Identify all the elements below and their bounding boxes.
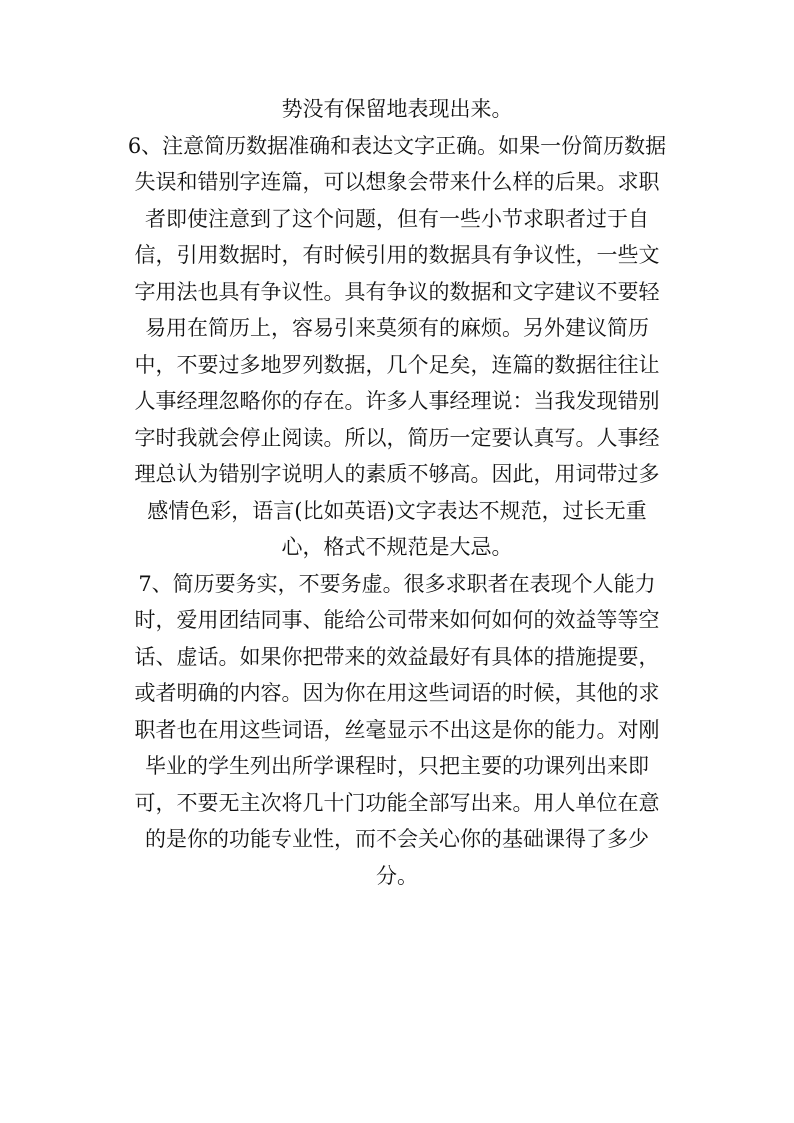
text-line: 势没有保留地表现出来。: [281, 97, 513, 121]
text-line: 易用在简历上，容易引来莫须有的麻烦。另外建议简历: [145, 316, 649, 340]
text-line: 7、简历要务实，不要务虚。很多求职者在表现个人能力: [138, 571, 656, 596]
text-line: 人事经理忽略你的存在。许多人事经理说：当我发现错别: [134, 389, 660, 413]
text-line: 话、虚话。如果你把带来的效益最好有具体的措施提要，: [134, 644, 660, 669]
text-line: 6、注意简历数据准确和表达文字正确。如果一份简历数据: [127, 133, 667, 158]
text-line: 理总认为错别字说明人的素质不够高。因此，用词带过多: [134, 462, 660, 486]
text-line: 分。: [376, 863, 418, 888]
text-line: 可，不要无主次将几十门功能全部写出来。用人单位在意: [134, 790, 660, 815]
text-line: 心，格式不规范是大忌。: [281, 535, 513, 559]
text-line: 职者也在用这些词语，丝毫显示不出这是你的能力。对刚: [134, 717, 660, 742]
text-line: 中，不要过多地罗列数据，几个足矣，连篇的数据往往让: [134, 352, 660, 377]
text-line: 感情色彩，语言(比如英语)文字表达不规范，过长无重: [147, 498, 647, 523]
text-line: 毕业的学生列出所学课程时，只把主要的功课列出来即: [145, 754, 649, 778]
text-line: 时，爱用团结同事、能给公司带来如何如何的效益等等空: [134, 608, 660, 632]
text-line: 字用法也具有争议性。具有争议的数据和文字建议不要轻: [134, 279, 660, 304]
text-line: 者即使注意到了这个问题，但有一些小节求职者过于自: [145, 206, 649, 231]
body-text: [100, 91, 694, 894]
text-line: 或者明确的内容。因为你在用这些词语的时候，其他的求: [134, 681, 660, 705]
text-line: 失误和错别字连篇，可以想象会带来什么样的后果。求职: [134, 170, 660, 194]
text-line: 字时我就会停止阅读。所以，简历一定要认真写。人事经: [134, 425, 660, 450]
text-line: 的是你的功能专业性，而不会关心你的基础课得了多少: [145, 827, 649, 851]
text-line: 信，引用数据时，有时候引用的数据具有争议性，一些文: [134, 243, 660, 267]
